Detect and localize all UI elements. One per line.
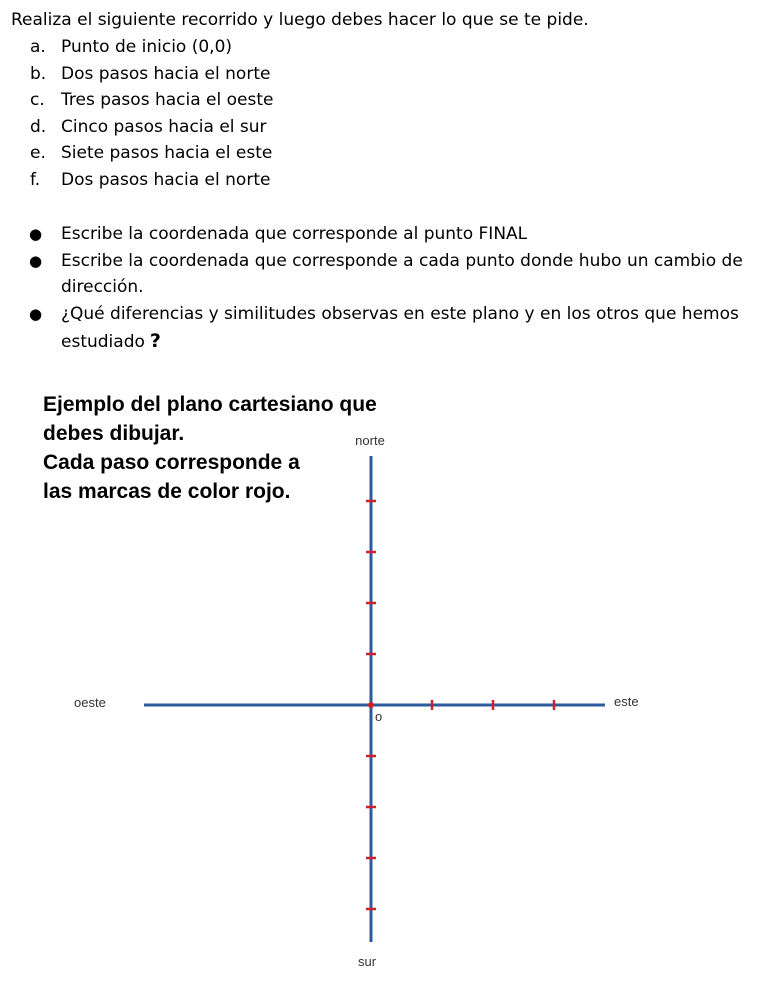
question-mark: ?	[149, 329, 161, 352]
task-text: ¿Qué diferencias y similitudes observas en este plano y en los otros que hemos estudiado	[61, 304, 739, 352]
step-marker: f.	[30, 169, 41, 190]
task-text: Escribe la coordenada que corresponde a cada punto donde hubo un cambio de dirección.	[61, 250, 743, 298]
heading-line: Cada paso corresponde a	[43, 451, 300, 474]
step-marker: c.	[30, 90, 45, 111]
east-label: este	[614, 694, 639, 709]
north-label: norte	[355, 433, 385, 448]
bullet-icon: ●	[29, 305, 43, 324]
origin-point	[368, 702, 374, 708]
step-marker: a.	[30, 37, 46, 57]
step-text: Dos pasos hacia el norte	[61, 169, 271, 190]
step-marker: d.	[30, 116, 47, 137]
west-label: oeste	[74, 695, 106, 710]
instructions-intro: Realiza el siguiente recorrido y luego debes hacer lo que se te pide.	[11, 10, 589, 30]
bullet-icon: ●	[29, 251, 43, 270]
step-marker: b.	[30, 63, 47, 84]
bullet-icon: ●	[29, 225, 43, 243]
heading-line: debes dibujar.	[43, 422, 185, 445]
south-label: sur	[357, 954, 377, 969]
step-text: Punto de inicio (0,0)	[61, 37, 233, 57]
step-text: Tres pasos hacia el oeste	[61, 90, 274, 111]
heading-line: las marcas de color rojo.	[43, 480, 291, 503]
step-text: Cinco pasos hacia el sur	[61, 116, 267, 137]
origin-label: o	[375, 709, 383, 724]
step-text: Siete pasos hacia el este	[61, 143, 273, 164]
step-marker: e.	[30, 143, 46, 164]
step-text: Dos pasos hacia el norte	[61, 63, 271, 84]
task-text: Escribe la coordenada que corresponde al punto FINAL	[61, 224, 528, 244]
heading-line: Ejemplo del plano cartesiano que	[43, 393, 377, 416]
